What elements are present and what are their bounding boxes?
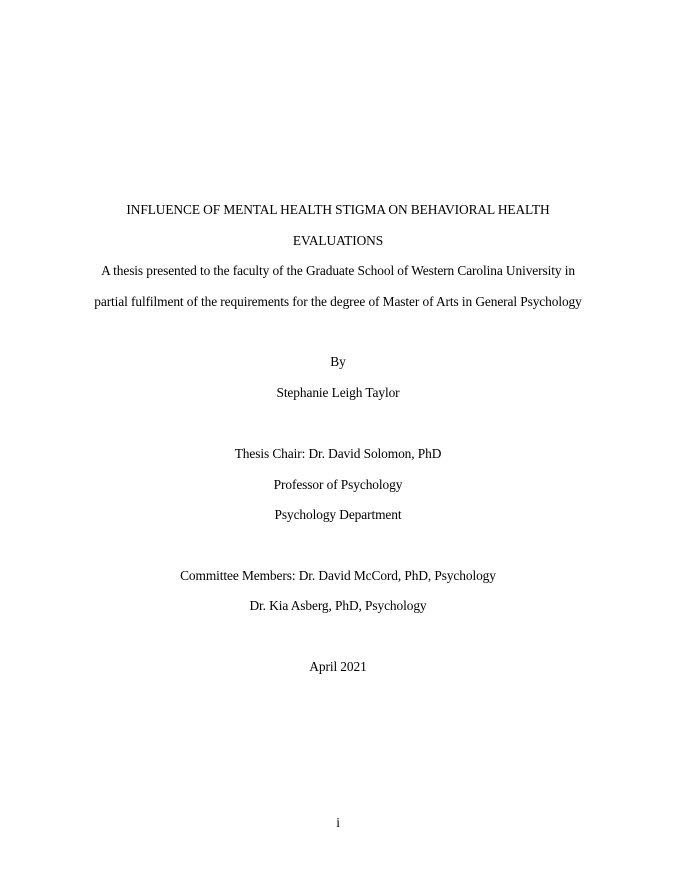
page-number: i	[336, 815, 340, 830]
thesis-chair: Thesis Chair: Dr. David Solomon, PhD	[234, 446, 442, 461]
thesis-description-line-1: A thesis presented to the faculty of the Graduate School of Western Carolina University in	[101, 263, 575, 278]
submission-date: April 2021	[309, 659, 367, 674]
committee-members-line-2: Dr. Kia Asberg, PhD, Psychology	[249, 598, 427, 613]
chair-department: Psychology Department	[274, 507, 402, 522]
committee-members-line-1: Committee Members: Dr. David McCord, PhD, Psychology	[180, 568, 496, 583]
thesis-title-line-1: INFLUENCE OF MENTAL HEALTH STIGMA ON BEHAVIORAL HEALTH	[126, 202, 550, 217]
by-label: By	[330, 354, 346, 369]
author-name: Stephanie Leigh Taylor	[276, 385, 400, 400]
thesis-title-line-2: EVALUATIONS	[292, 233, 384, 248]
thesis-description-line-2: partial fulfilment of the requirements for the degree of Master of Arts in General Psychology	[94, 294, 582, 309]
chair-title: Professor of Psychology	[273, 477, 403, 492]
